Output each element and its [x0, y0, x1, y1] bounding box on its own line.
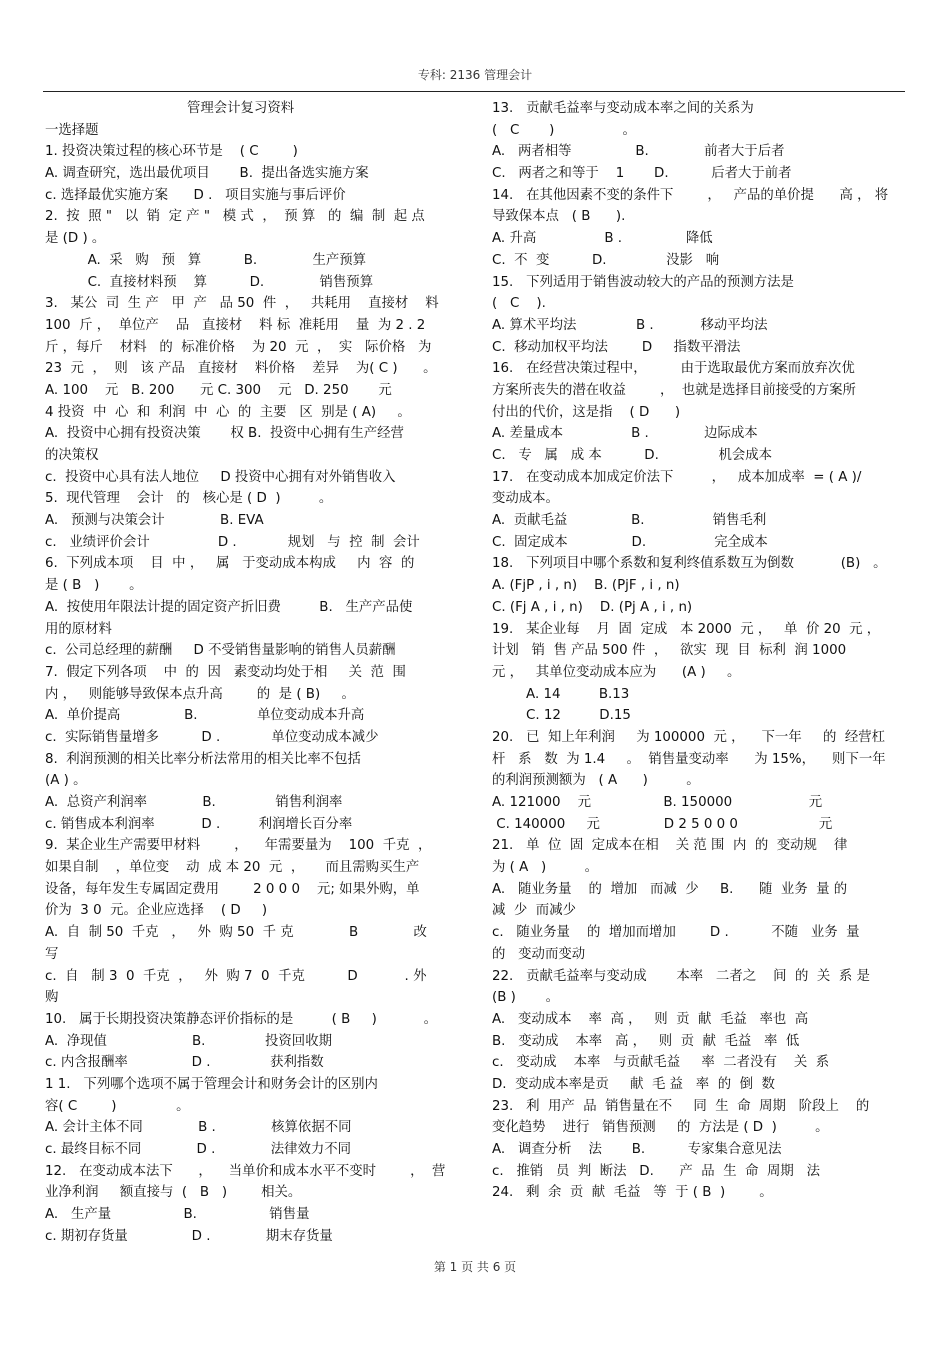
text-line: c. 实际销售量增多 D . 单位变动成本减少	[45, 729, 379, 745]
text-line: 容( C ) 。	[45, 1098, 190, 1114]
text-line: 1 1. 下列哪个选项不属于管理会计和财务会计的区别内	[45, 1076, 378, 1092]
text-line: 用的原材料	[45, 621, 112, 637]
text-line: A. 自 制 50 千克 ， 外 购 50 千 克 B 改	[45, 925, 427, 941]
text-line: 的决策权	[45, 448, 99, 463]
text-line: A. 14 B.13	[492, 686, 630, 702]
text-line: 24. 剩 余 贡 献 毛益 等 于 ( B ) 。	[492, 1185, 773, 1201]
text-line: A. 预测与决策会计 B. EVA	[45, 513, 264, 529]
text-line: 导致保本点 ( B ).	[492, 209, 626, 225]
text-line: c. 期初存货量 D . 期末存货量	[45, 1228, 333, 1244]
text-line: A. 单价提高 B. 单位变动成本升高	[45, 708, 365, 724]
text-line: A. 算术平均法 B . 移动平均法	[492, 317, 768, 333]
text-line: 22. 贡献毛益率与变动成 本率 二者之 间 的 关 系 是	[492, 968, 870, 984]
text-line: C. 12 D.15	[492, 708, 631, 724]
text-line: 4 投资 中 心 和 利润 中 心 的 主要 区 别是 ( A) 。	[45, 404, 411, 420]
text-line: B. 变动成 本率 高 ， 则 贡 献 毛益 率 低	[492, 1033, 800, 1049]
text-line: C. 专 属 成 本 D. 机会成本	[492, 448, 773, 463]
right-column	[492, 98, 904, 1204]
text-line: 10. 属于长期投资决策静态评价指标的是 ( B ) 。	[45, 1011, 438, 1027]
text-line: c. 公司总经理的薪酬 D 不受销售量影响的销售人员薪酬	[45, 643, 396, 659]
text-line: 19. 某企业每 月 固 定成 本 2000 元 ， 单 价 20 元 ，	[492, 621, 881, 637]
text-line: 写	[45, 946, 59, 962]
text-line: 13. 贡献毛益率与变动成本率之间的关系为	[492, 101, 754, 116]
text-line: 方案所丧失的潜在收益 ， 也就是选择目前接受的方案所	[492, 382, 856, 398]
text-line: A. 100 元 B. 200 元 C. 300 元 D. 250 元	[45, 382, 392, 398]
text-line: 内 ， 则能够导致保本点升高 的 是 ( B) 。	[45, 686, 355, 702]
text-line: 的 变动而变动	[492, 946, 586, 962]
text-line: A. 会计主体不同 B . 核算依据不同	[45, 1120, 352, 1136]
text-line: A. 随业务量 的 增加 而减 少 B. 随 业务 量 的	[492, 881, 848, 897]
text-line: ( C ).	[492, 296, 546, 312]
text-line: C. (Fj A , i , n) D. (Pj A , i , n)	[492, 599, 693, 615]
text-line: A. 按使用年限法计提的固定资产折旧费 B. 生产产品使	[45, 599, 413, 615]
text-line: 6. 下列成本项 目 中 ， 属 于变动成本构成 内 容 的	[45, 556, 415, 572]
text-line: A. 121000 元 B. 150000 元	[492, 795, 823, 810]
right-column-body	[492, 98, 904, 1204]
text-line: 付出的代价，这是指 ( D )	[492, 404, 681, 420]
text-line: 23. 利 用产 品 销售量在不 同 生 命 周期 阶段上 的	[492, 1098, 870, 1114]
text-line: c. 业绩评价会计 D . 规划 与 控 制 会计	[45, 534, 420, 550]
text-line: A. 调查分析 法 B. 专家集合意见法	[492, 1142, 782, 1157]
text-line: c. 自 制 3 0 千克 ， 外 购 7 0 千克 D . 外	[45, 968, 427, 984]
text-line: 5. 现代管理 会计 的 核心是 ( D ) 。	[45, 491, 333, 507]
text-line: A. 投资中心拥有投资决策 权 B. 投资中心拥有生产经营	[45, 426, 404, 442]
text-line: c. 选择最优实施方案 D . 项目实施与事后评价	[45, 187, 346, 203]
text-line: 17. 在变动成本加成定价法下 ， 成本加成率 = ( A )/	[492, 469, 862, 485]
text-line: 变动成本。	[492, 491, 559, 507]
text-line: (B ) 。	[492, 990, 560, 1006]
text-line: ( C ) 。	[492, 122, 636, 138]
text-line: 14. 在其他因素不变的条件下 ， 产品的单价提 高 ， 将	[492, 187, 889, 203]
text-line: 18. 下列项目中哪个系数和复利终值系数互为倒数 (B) 。	[492, 556, 887, 572]
header-rule	[43, 91, 905, 92]
text-line: A. (FjP , i , n) B. (PjF , i , n)	[492, 578, 680, 594]
text-line: 3. 某公 司 生 产 甲 产 品 50 件 ， 共耗用 直接材 料	[45, 296, 439, 312]
text-line: 价为 3 0 元。企业应选择 ( D )	[45, 903, 268, 919]
text-line: 20. 已 知上年利润 为 100000 元 ， 下一年 的 经营杠	[492, 729, 886, 745]
text-line: 是 (D ) 。	[45, 231, 106, 247]
left-column	[45, 98, 457, 1247]
text-line: A. 生产量 B. 销售量	[45, 1207, 310, 1223]
text-line: A. 升高 B . 降低	[492, 231, 713, 247]
text-line: c. 销售成本利润率 D . 利润增长百分率	[45, 816, 353, 832]
page-footer: 第 1 页 共 6 页	[433, 1260, 517, 1274]
text-line: 一选择题	[45, 122, 99, 138]
text-line: 业净利润 额直接与 ( B ) 相关。	[45, 1185, 302, 1201]
text-line: 16. 在经营决策过程中， 由于选取最优方案而放弃次优	[492, 361, 855, 377]
text-line: 7. 假定下列各项 中 的 因 素变动均处于相 关 范 围	[45, 664, 406, 680]
text-line: 是 ( B ) 。	[45, 578, 143, 594]
text-line: A. 贡献毛益 B. 销售毛利	[492, 513, 767, 529]
text-line: 杆 系 数 为 1.4 。 销售量变动率 为 15%， 则下一年	[492, 751, 886, 767]
text-line: 计划 销 售 产品 500 件 ， 欲实 现 目 标利 润 1000	[492, 643, 847, 659]
text-line: A. 变动成本 率 高 ， 则 贡 献 毛益 率也 高	[492, 1011, 809, 1027]
text-line: C. 移动加权平均法 D 指数平滑法	[492, 339, 741, 355]
text-line: 21. 单 位 固 定成本在相 关 范 围 内 的 变动规 律	[492, 838, 848, 854]
text-line: C. 固定成本 D. 完全成本	[492, 534, 768, 550]
text-line: 2. 按 照 " 以 销 定 产 " 模 式 ， 预 算 的 编 制 起 点	[45, 209, 425, 225]
text-line: C. 140000 元 D 2 5 0 0 0 元	[492, 816, 833, 832]
text-line: 100 斤 ， 单位产 品 直接材 料 标 准耗用 量 为 2 . 2	[45, 317, 426, 333]
text-line: 为 ( A ) 。	[492, 860, 598, 876]
text-line: A. 净现值 B. 投资回收期	[45, 1033, 332, 1049]
text-line: c. 随业务量 的 增加而增加 D . 不随 业务 量	[492, 925, 860, 941]
text-line: 8. 利润预测的相关比率分析法常用的相关比率不包括	[45, 751, 361, 767]
page-header: 专科: 2136 管理会计	[417, 68, 533, 82]
text-line: 如果自制 ，单位变 动 成 本 20 元 ， 而且需购买生产	[45, 860, 420, 876]
text-line: C. 两者之和等于 1 D. 后者大于前者	[492, 166, 792, 182]
text-line: 23 元 ， 则 该 产品 直接材 料价格 差异 为( C ) 。	[45, 361, 437, 377]
text-line: 12. 在变动成本法下 ， 当单价和成本水平不变时 ， 营	[45, 1163, 446, 1179]
text-line: 9. 某企业生产需要甲材料 ， 年需要量为 100 千克 ，	[45, 838, 432, 854]
text-line: 设备，每年发生专属固定费用 2 0 0 0 元; 如果外购，单	[45, 881, 420, 897]
text-line: 购	[45, 990, 59, 1006]
text-line: D. 变动成本率是贡 献 毛 益 率 的 倒 数	[492, 1076, 775, 1092]
text-line: c. 变动成 本率 与贡献毛益 率 二者没有 关 系	[492, 1055, 830, 1071]
text-line: A. 总资产利润率 B. 销售利润率	[45, 795, 343, 810]
text-line: 的利润预测额为 ( A ) 。	[492, 773, 700, 789]
text-line: A. 两者相等 B. 前者大于后者	[492, 144, 785, 160]
text-line: (A ) 。	[45, 773, 87, 789]
text-line: A. 差量成本 B . 边际成本	[492, 426, 758, 442]
text-line: C. 不 变 D. 没影 响	[492, 252, 720, 268]
text-line: 元 ， 其单位变动成本应为 (A ) 。	[492, 664, 741, 680]
text-line: 1. 投资决策过程的核心环节是 ( C )	[45, 144, 298, 160]
text-line: c. 推销 员 判 断法 D. 产 品 生 命 周期 法	[492, 1163, 820, 1179]
text-line: 减 少 而减少	[492, 903, 576, 919]
text-line: c. 最终目标不同 D . 法律效力不同	[45, 1142, 352, 1157]
text-line: C. 直接材料预 算 D. 销售预算	[45, 274, 374, 290]
text-line: c. 投资中心具有法人地位 D 投资中心拥有对外销售收入	[45, 469, 396, 485]
text-line: c. 内含报酬率 D . 获利指数	[45, 1055, 324, 1071]
text-line: A. 调查研究，选出最优项目 B. 提出备选实施方案	[45, 166, 369, 182]
left-column-body	[45, 120, 457, 1248]
text-line: 变化趋势 进行 销售预测 的 方法是 ( D ) 。	[492, 1120, 829, 1136]
text-line: A. 采 购 预 算 B. 生产预算	[45, 252, 367, 268]
document-title: 管理会计复习资料	[187, 101, 295, 116]
text-line: 斤 ，每斤 材料 的 标准价格 为 20 元 ， 实 际价格 为	[45, 339, 432, 355]
text-line: 15. 下列适用于销售波动较大的产品的预测方法是	[492, 274, 794, 290]
